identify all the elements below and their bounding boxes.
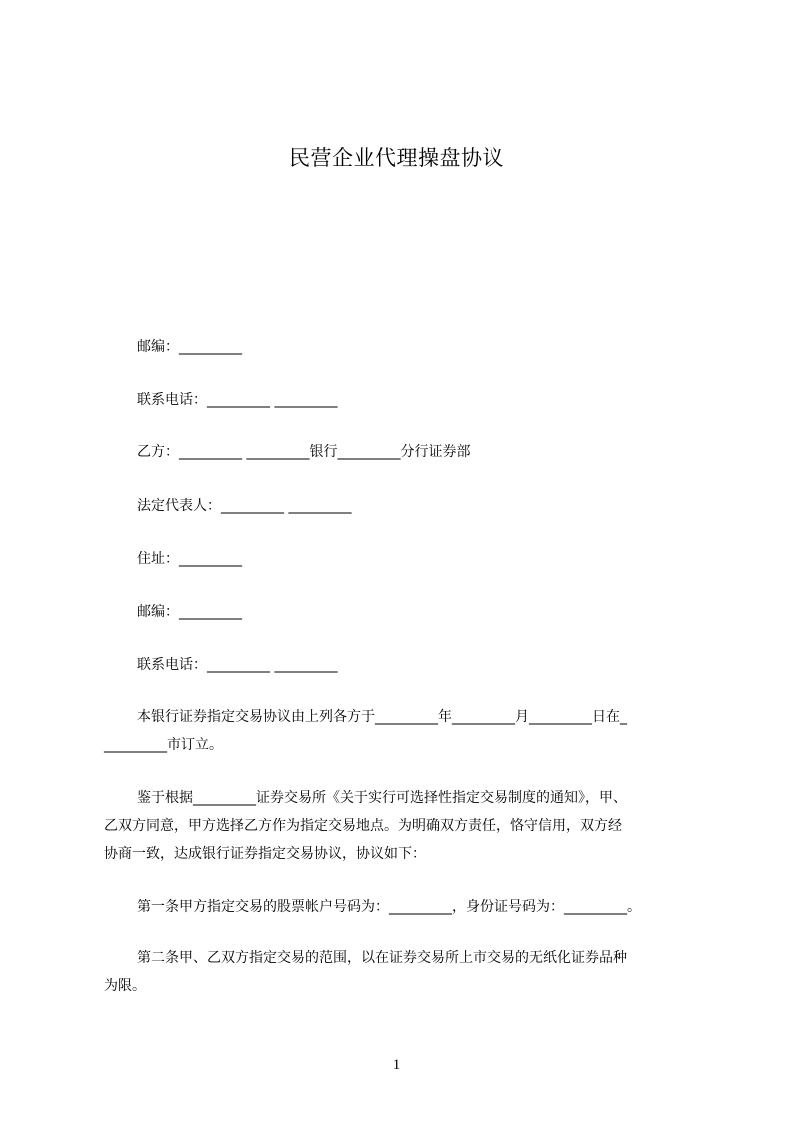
paragraph-agreement-date: [104, 703, 704, 759]
paragraph-line: 为限。: [104, 978, 146, 994]
phone-field-2: 联系电话：_________ _________: [137, 657, 338, 673]
paragraph-line: 本银行证券指定交易协议由上列各方于_________年_________月_________日在_: [137, 709, 627, 725]
postcode-field-2: 邮编：_________: [137, 604, 242, 620]
party-b-field: 乙方：_________ _________银行_________分行证券部: [137, 444, 471, 460]
paragraph-whereas: [104, 784, 704, 868]
paragraph-line: 第二条甲、乙双方指定交易的范围，以在证券交易所上市交易的无纸化证券品种: [137, 950, 627, 966]
phone-field-1: 联系电话：_________ _________: [137, 392, 338, 408]
page-number: 1: [392, 1057, 401, 1073]
address-field: 住址：_________: [137, 551, 242, 567]
paragraph-line: _________市订立。: [104, 737, 223, 753]
article-2: [104, 944, 704, 1000]
postcode-field-1: 邮编：_________: [137, 339, 242, 355]
paragraph-line: 第一条甲方指定交易的股票帐户号码为：_________，身份证号码为：_________。: [137, 899, 641, 915]
paragraph-line: 鉴于根据_________证券交易所《关于实行可选择性指定交易制度的通知》，甲、: [137, 790, 627, 806]
article-1: [104, 893, 704, 921]
paragraph-line: 乙双方同意，甲方选择乙方作为指定交易地点。为明确双方责任，恪守信用，双方经: [104, 818, 622, 834]
document-title: 民营企业代理操盘协议: [289, 146, 504, 170]
paragraph-line: 协商一致，达成银行证券指定交易协议，协议如下：: [104, 846, 426, 862]
legal-rep-field: 法定代表人：_________ _________: [137, 498, 352, 514]
